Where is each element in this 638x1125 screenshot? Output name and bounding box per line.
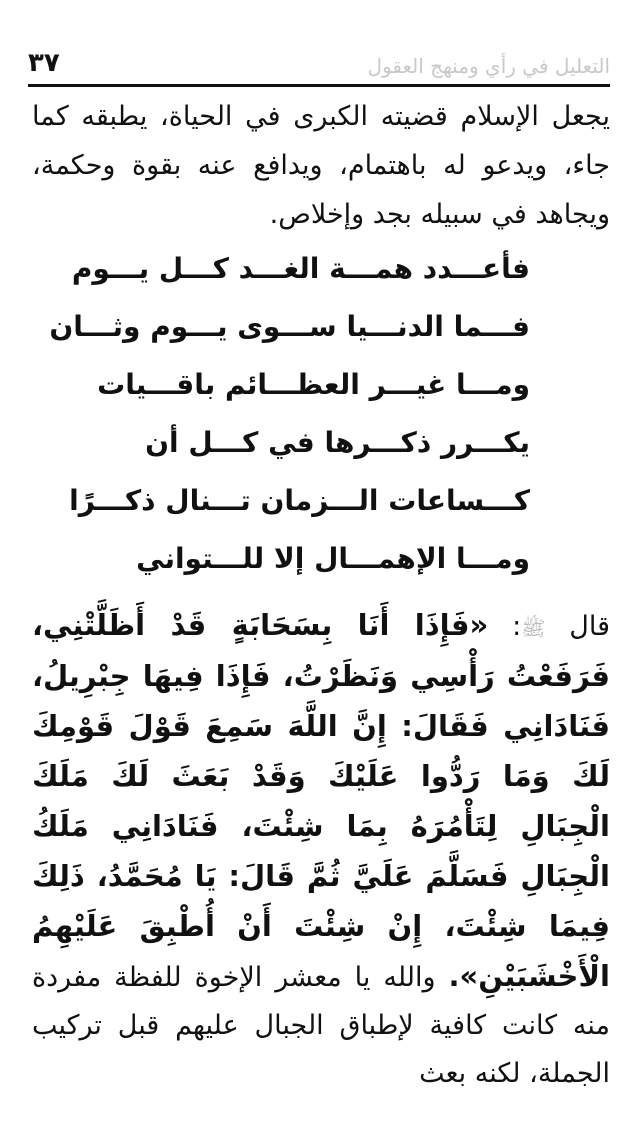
hadith-paragraph: قال ﷺ: «فَإِذَا أَنَا بِسَحَابَةٍ قَدْ أَظَلَّتْنِي، فَرَفَعْتُ رَأْسِي وَنَظَرْتُ، فَإِذَا فِيهَا جِبْرِيلُ، فَنَادَانِي فَقَالَ: إِنَّ اللَّهَ سَمِعَ قَوْلَ قَوْمِكَ لَكَ وَمَا رَدُّوا عَلَيْكَ وَقَدْ بَعَثَ لَكَ مَلَكَ الْجِبَالِ لِتَأْمُرَهُ بِمَا شِئْتَ، فَنَادَانِي مَلَكُ الْجِبَالِ فَسَلَّمَ عَلَيَّ ثُمَّ قَالَ: يَا مُحَمَّدُ، ذَلِكَ فِيمَا شِئْتَ، إِنْ شِئْتَ أَنْ أُطْبِقَ عَلَيْهِمُ الْأَخْشَبَيْنِ». والله يا معشر الإخوة للفظة مفردة منه كانت كافية لإطباق الجبال عليهم قبل تركيب الجملة، لكنه بعث: [32, 608, 610, 1089]
poem-line: فأعـــدد همـــة الغـــد كـــل يـــوم: [71, 252, 530, 285]
poem-line: ومـــا الإهمـــال إلا للـــتواني: [136, 542, 530, 575]
salutation-mark: ﷺ: [521, 616, 546, 640]
page-body: [32, 92, 610, 1125]
intro-paragraph: يجعل الإسلام قضيته الكبرى في الحياة، يطبقه كما جاء، ويدعو له باهتمام، ويدافع عنه بقوة وحكمة، ويجاهد في سبيله بجد وإخلاص.: [32, 101, 610, 230]
header-divider: [28, 84, 610, 87]
poem-line: كـــساعات الـــزمان تـــنال ذكـــرًا: [69, 484, 530, 517]
poem-line: ومـــا غيـــر العظـــائم باقـــيات: [97, 368, 530, 401]
poem: [32, 249, 610, 579]
running-title: التعليل في رأي ومنهج العقول: [367, 54, 610, 78]
poem-line: فـــما الدنـــيا ســـوى يـــوم وثـــان: [49, 310, 530, 343]
poem-line: يكـــرر ذكـــرها في كـــل أن: [145, 426, 530, 459]
page-number: ٣٧: [28, 48, 60, 78]
page-header: [28, 34, 610, 78]
hadith-prefix: قال: [569, 611, 610, 642]
hadith-quote: «فَإِذَا أَنَا بِسَحَابَةٍ قَدْ أَظَلَّتْنِي، فَرَفَعْتُ رَأْسِي وَنَظَرْتُ، فَإِذَا فِيهَا جِبْرِيلُ، فَنَادَانِي فَقَالَ: إِنَّ اللَّهَ سَمِعَ قَوْلَ قَوْمِكَ لَكَ وَمَا رَدُّوا عَلَيْكَ وَقَدْ بَعَثَ لَكَ مَلَكَ الْجِبَالِ لِتَأْمُرَهُ بِمَا شِئْتَ، فَنَادَانِي مَلَكُ الْجِبَالِ فَسَلَّمَ عَلَيَّ ثُمَّ قَالَ: يَا مُحَمَّدُ، ذَلِكَ فِيمَا شِئْتَ، إِنْ شِئْتَ أَنْ أُطْبِقَ عَلَيْهِمُ الْأَخْشَبَيْنِ».: [32, 608, 610, 993]
commentary-text: والله يا معشر الإخوة للفظة مفردة منه كانت كافية لإطباق الجبال عليهم قبل تركيب الجملة، لكنه بعث: [32, 962, 610, 1089]
